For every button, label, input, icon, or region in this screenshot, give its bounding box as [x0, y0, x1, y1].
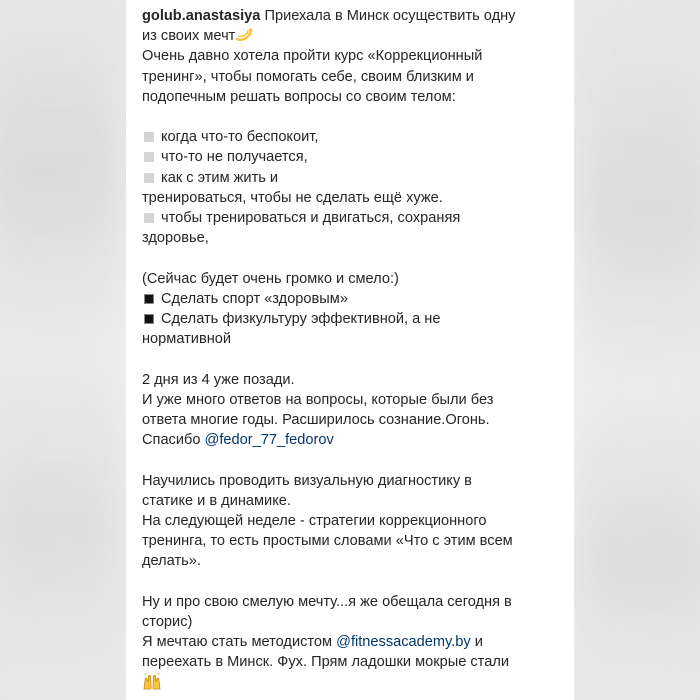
caption-line: На следующей неделе - стратегии коррекционного — [142, 513, 487, 530]
caption-text: из своих мечт — [142, 28, 236, 45]
author-username[interactable]: golub.anastasiya — [142, 8, 261, 24]
list-item — [142, 289, 558, 309]
list-item-text: как с этим жить и — [161, 169, 279, 186]
caption-line: ответа многие годы. Расширилось сознание.Огонь. — [142, 412, 490, 429]
caption-line — [142, 6, 558, 26]
caption-line: тренироваться, чтобы не сделать ещё хуже. — [142, 189, 443, 206]
caption-line — [142, 673, 558, 694]
white-square-icon — [144, 173, 154, 183]
black-square-icon — [144, 314, 154, 324]
caption-line — [142, 430, 558, 450]
caption-line: нормативной — [142, 331, 232, 348]
post-caption — [126, 0, 574, 700]
blurred-background-right — [580, 0, 700, 700]
blurred-background-left — [0, 0, 120, 700]
list-item-text: Сделать спорт «здоровым» — [161, 290, 348, 307]
caption-line: переехать в Минск. Фух. Прям ладошки мокрые стали — [142, 654, 509, 671]
dizzy-icon — [235, 27, 253, 45]
caption-line: тренинга, то есть простыми словами «Что с этим всем — [142, 533, 513, 550]
caption-line: статике и в динамике. — [142, 492, 291, 509]
caption-line: Ну и про свою смелую мечту...я же обещала сегодня в — [142, 593, 512, 610]
list-item-text: когда что-то беспокоит, — [161, 129, 319, 146]
caption-line: Научились проводить визуальную диагностику в — [142, 472, 472, 489]
raised-hands-icon — [142, 673, 162, 693]
caption-line: здоровье, — [142, 230, 209, 247]
blank-line — [142, 107, 558, 127]
caption-line: (Сейчас будет очень громко и смело:) — [142, 270, 399, 287]
list-item-text: что-то не получается, — [161, 149, 308, 166]
caption-line: 2 дня из 4 уже позади. — [142, 371, 295, 388]
blank-line — [142, 248, 558, 268]
list-item — [142, 309, 558, 329]
list-item — [142, 168, 558, 188]
black-square-icon — [144, 294, 154, 304]
list-item-text: чтобы тренироваться и двигаться, сохраняя — [161, 210, 461, 227]
caption-line: делать». — [142, 553, 201, 570]
white-square-icon — [144, 152, 154, 162]
list-item — [142, 127, 558, 147]
caption-line: И уже много ответов на вопросы, которые были без — [142, 391, 494, 408]
caption-text: и — [470, 634, 483, 651]
blank-line — [142, 450, 558, 470]
list-item — [142, 208, 558, 228]
blank-line — [142, 349, 558, 369]
list-item-text: Сделать физкультуру эффективной, а не — [161, 311, 441, 328]
white-square-icon — [144, 132, 154, 142]
caption-text: Приехала в Минск осуществить одну — [260, 8, 516, 24]
caption-line: подопечным решать вопросы со своим телом: — [142, 88, 456, 105]
caption-line: Очень давно хотела пройти курс «Коррекционный — [142, 48, 483, 65]
caption-line: тренинг», чтобы помогать себе, своим близким и — [142, 68, 474, 85]
white-square-icon — [144, 213, 154, 223]
caption-text: Я мечтаю стать методистом — [142, 634, 337, 651]
blank-line — [142, 572, 558, 592]
caption-line — [142, 632, 558, 652]
caption-text: Спасибо — [142, 432, 205, 449]
mention-link-fitnessacademy[interactable]: @fitnessacademy.by — [336, 634, 471, 651]
caption-line: сторис) — [142, 614, 193, 631]
mention-link-fedor[interactable]: @fedor_77_fedorov — [204, 432, 334, 449]
caption-line — [142, 26, 558, 46]
list-item — [142, 147, 558, 167]
